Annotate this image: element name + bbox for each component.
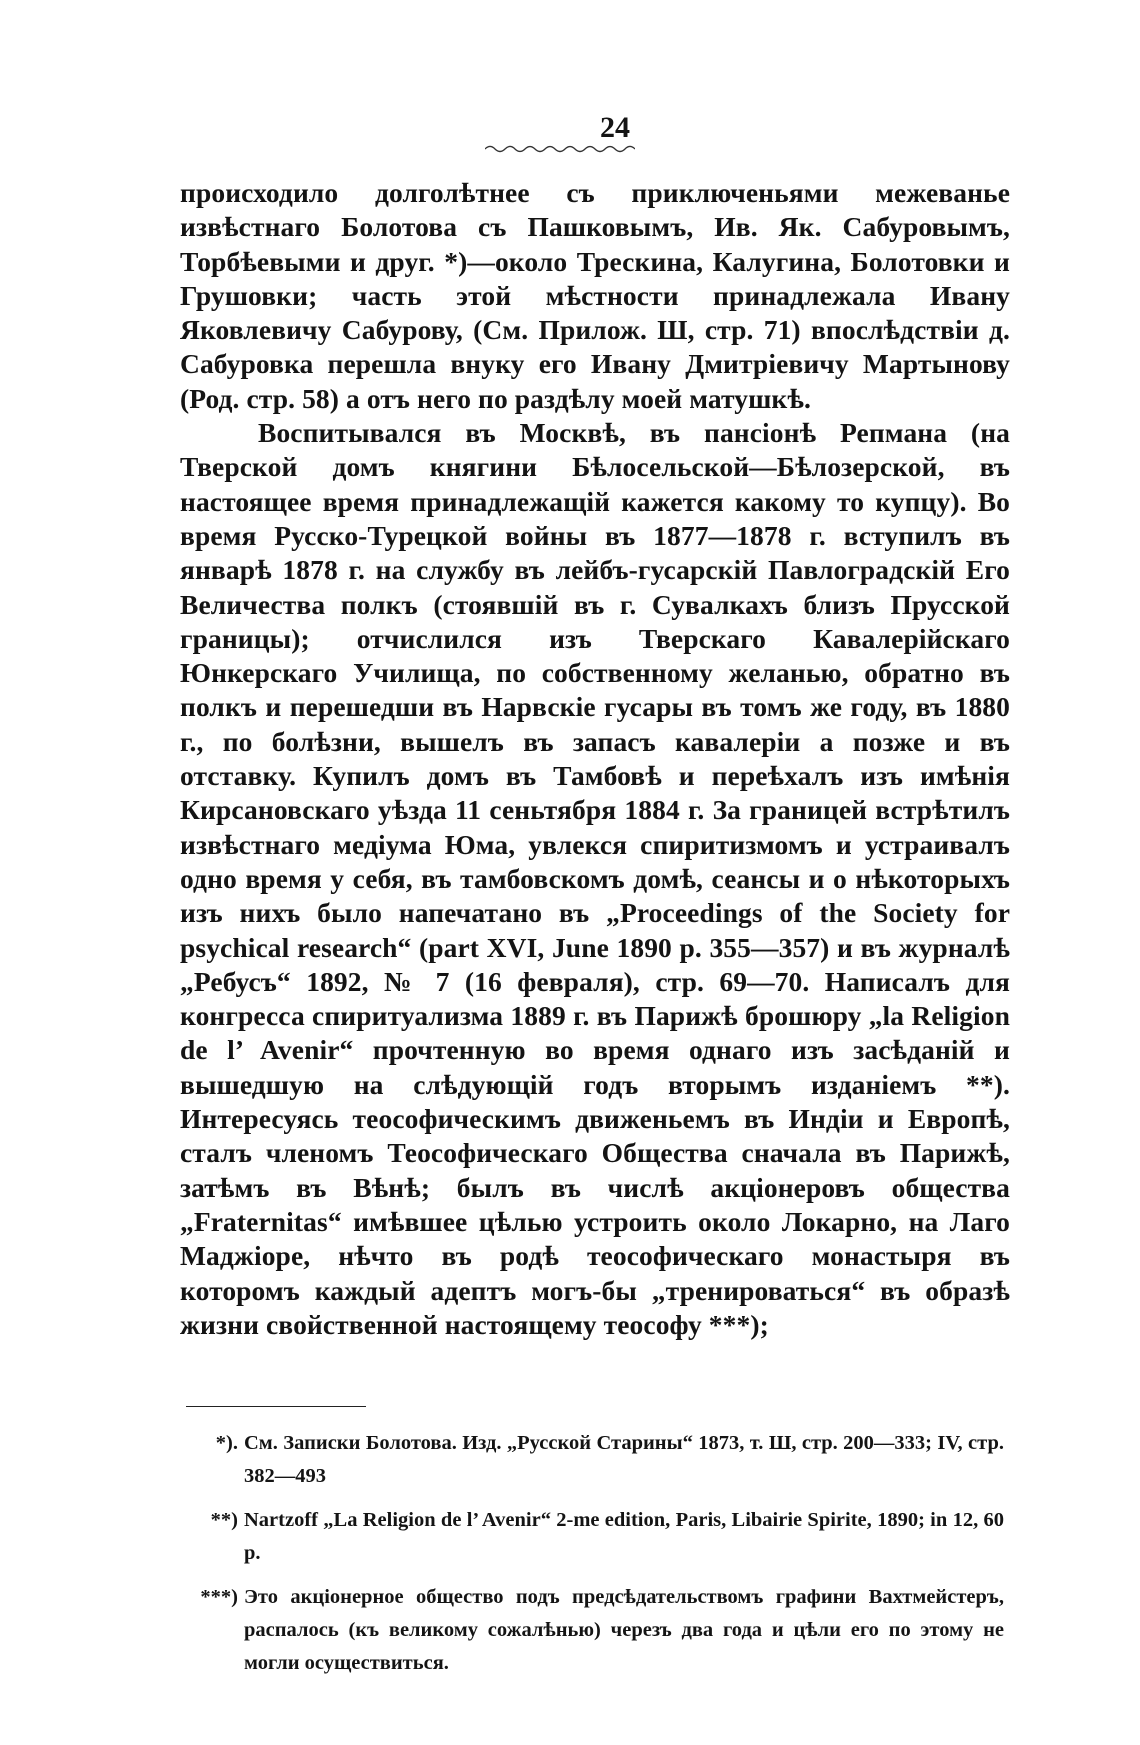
footnote-text: Nartzoff „La Religion de l’ Avenir“ 2-me edition, Paris, Libairie Spirite, 1890; in 12, 60 p. — [244, 1509, 1004, 1565]
paragraph-biography: Воспитывался въ Москвѣ, въ пансіонѣ Репмана (на Тверской домъ княгини Бѣлосельской—Бѣлозерской, въ настоящее время принадлежащій кажется какому то купцу). Во время Русско-Турецкой войны въ 1877—1878 г. вступилъ въ январѣ 1878 г. на службу въ лейбъ-гусарскій Павлоградскій Его Величества полкъ (стоявшій въ г. Сувалкахъ близъ Прусской границы); отчислился изъ Тверскаго Кавалерійскаго Юнкерскаго Училища, по собственному желанью, обратно въ полкъ и перешедши въ Нарвскіе гусары въ томъ же году, въ 1880 г., по болѣзни, вышелъ въ запасъ кавалеріи а позже и въ отставку. Купилъ домъ въ Тамбовѣ и переѣхалъ изъ имѣнія Кирсановскаго уѣзда 11 сеньтября 1884 г. За границей встрѣтилъ извѣстнаго медіума Юма, увлекся спиритизмомъ и устраивалъ одно время у себя, въ тамбовскомъ домѣ, сеансы и о нѣкоторыхъ изъ нихъ было напечатано въ „Proceedings of the Society for psychical research“ (part XVI, June 1890 p. 355—357) и въ журналѣ „Ребусъ“ 1892, № 7 (16 февраля), стр. 69—70. Написалъ для конгресса спиритуализма 1889 г. въ Парижѣ брошюру „la Religion de l’ Avenir“ прочтенную во время однаго изъ засѣданій и вышедшую на слѣдующій годъ вторымъ изданіемъ **). Интересуясь теософическимъ движеньемъ въ Индіи и Европѣ, сталъ членомъ Теософическаго Общества сначала въ Парижѣ, затѣмъ въ Вѣнѣ; былъ въ числѣ акціонеровъ общества „Fraternitas“ имѣвшее цѣлью устроить около Локарно, на Лаго Маджіоре, нѣчто въ родѣ теософическаго монастыря въ которомъ каждый адептъ могъ-бы „тренироваться“ въ образѣ жизни свойственной настоящему теософу ***); — [180, 417, 1010, 1340]
footnote-mark: **) — [210, 1509, 238, 1532]
footnote-text: Это акціонерное общество подъ предсѣдательствомъ графини Вахтмейстеръ, распалось (къ великому сожалѣнью) черезъ два года и цѣли его по этому не могли осуществиться. — [244, 1586, 1004, 1675]
decorative-wave-rule — [485, 144, 635, 154]
page-number: 24 — [600, 111, 630, 144]
footnote-separator — [186, 1406, 366, 1407]
footnote — [180, 1504, 1010, 1570]
main-text — [180, 176, 1010, 1342]
document-page — [180, 112, 1010, 1691]
paragraph-continuation: происходило долголѣтнее съ приключеньями межеванье извѣстнаго Болотова съ Пашковымъ, Ив. Як. Сабуровымъ, Торбѣевыми и друг. *)—около Трескина, Калугина, Болотовки и Грушовки; часть этой мѣстности принадлежала Ивану Яковлевичу Сабурову, (См. Прилож. Ш, стр. 71) впослѣдствіи д. Сабуровка перешла внуку его Ивану Дмитріевичу Мартынову (Род. стр. 58) а отъ него по раздѣлу моей матушкѣ. — [180, 177, 1010, 414]
footnotes — [180, 1427, 1010, 1680]
footnote — [180, 1581, 1010, 1680]
footnote-mark: ***) — [200, 1586, 238, 1609]
footnote — [180, 1427, 1010, 1493]
footnote-mark: *). — [215, 1432, 238, 1455]
footnote-text: См. Записки Болотова. Изд. „Русской Старины“ 1873, т. Ш, стр. 200—333; IV, стр. 382—493 — [244, 1432, 1004, 1488]
